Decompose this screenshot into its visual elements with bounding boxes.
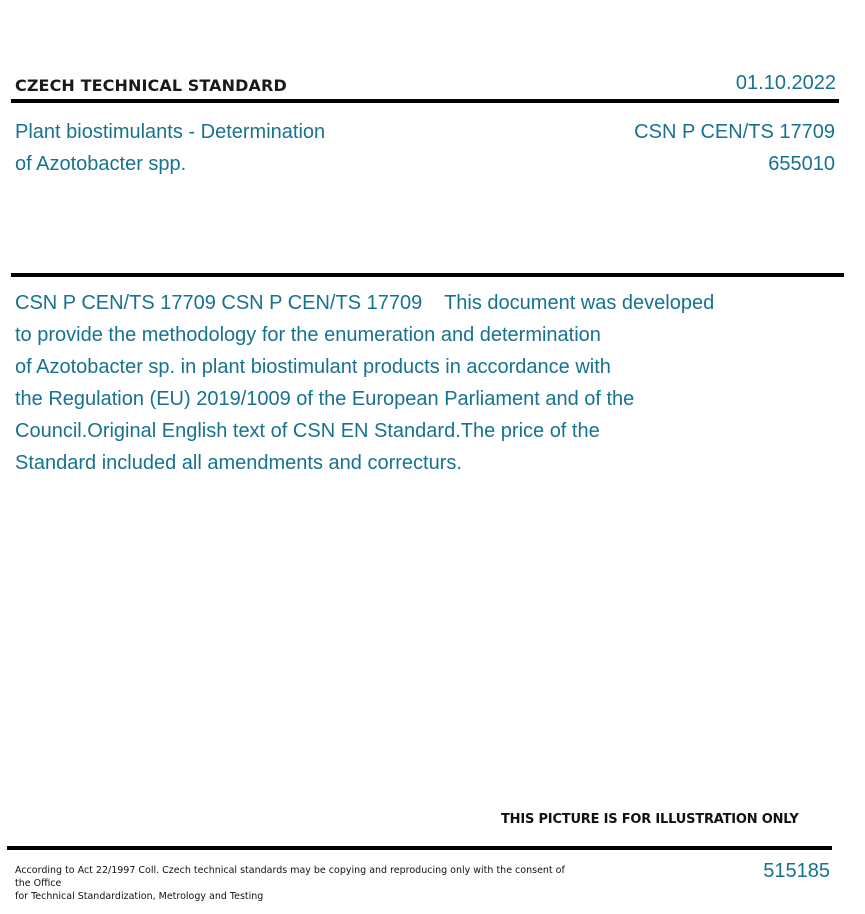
legal-notice-line: for Technical Standardization, Metrology and Testing (15, 891, 264, 902)
footer-divider (7, 846, 832, 850)
abstract-line: Standard included all amendments and correcturs. (15, 452, 462, 474)
document-title (15, 116, 375, 180)
abstract-line: the Regulation (EU) 2019/1009 of the European Parliament and of the (15, 388, 635, 410)
abstract-line: Council.Original English text of CSN EN Standard.The price of the (15, 420, 600, 442)
title-line: Plant biostimulants - Determination (15, 121, 326, 143)
abstract-line: of Azotobacter sp. in plant biostimulant products in accordance with (15, 356, 611, 378)
standard-type-label: CZECH TECHNICAL STANDARD (15, 76, 287, 95)
illustration-disclaimer: THIS PICTURE IS FOR ILLUSTRATION ONLY (501, 812, 799, 827)
catalog-number: 515185 (763, 860, 830, 882)
abstract-line: CSN P CEN/TS 17709 CSN P CEN/TS 17709 This document was developed (15, 292, 715, 314)
publication-date: 01.10.2022 (735, 72, 836, 94)
title-line: of Azotobacter spp. (15, 153, 187, 175)
standard-designation: CSN P CEN/TS 17709 (634, 121, 835, 143)
title-divider (11, 273, 844, 277)
abstract-text (15, 287, 795, 479)
document-codes (634, 116, 835, 180)
abstract-line: to provide the methodology for the enumeration and determination (15, 324, 601, 346)
legal-notice-line: According to Act 22/1997 Coll. Czech technical standards may be copying and reproducing only with the consent of the Office (15, 865, 565, 889)
classification-code: 655010 (768, 153, 835, 175)
header-divider (11, 99, 839, 103)
legal-notice (15, 864, 575, 903)
